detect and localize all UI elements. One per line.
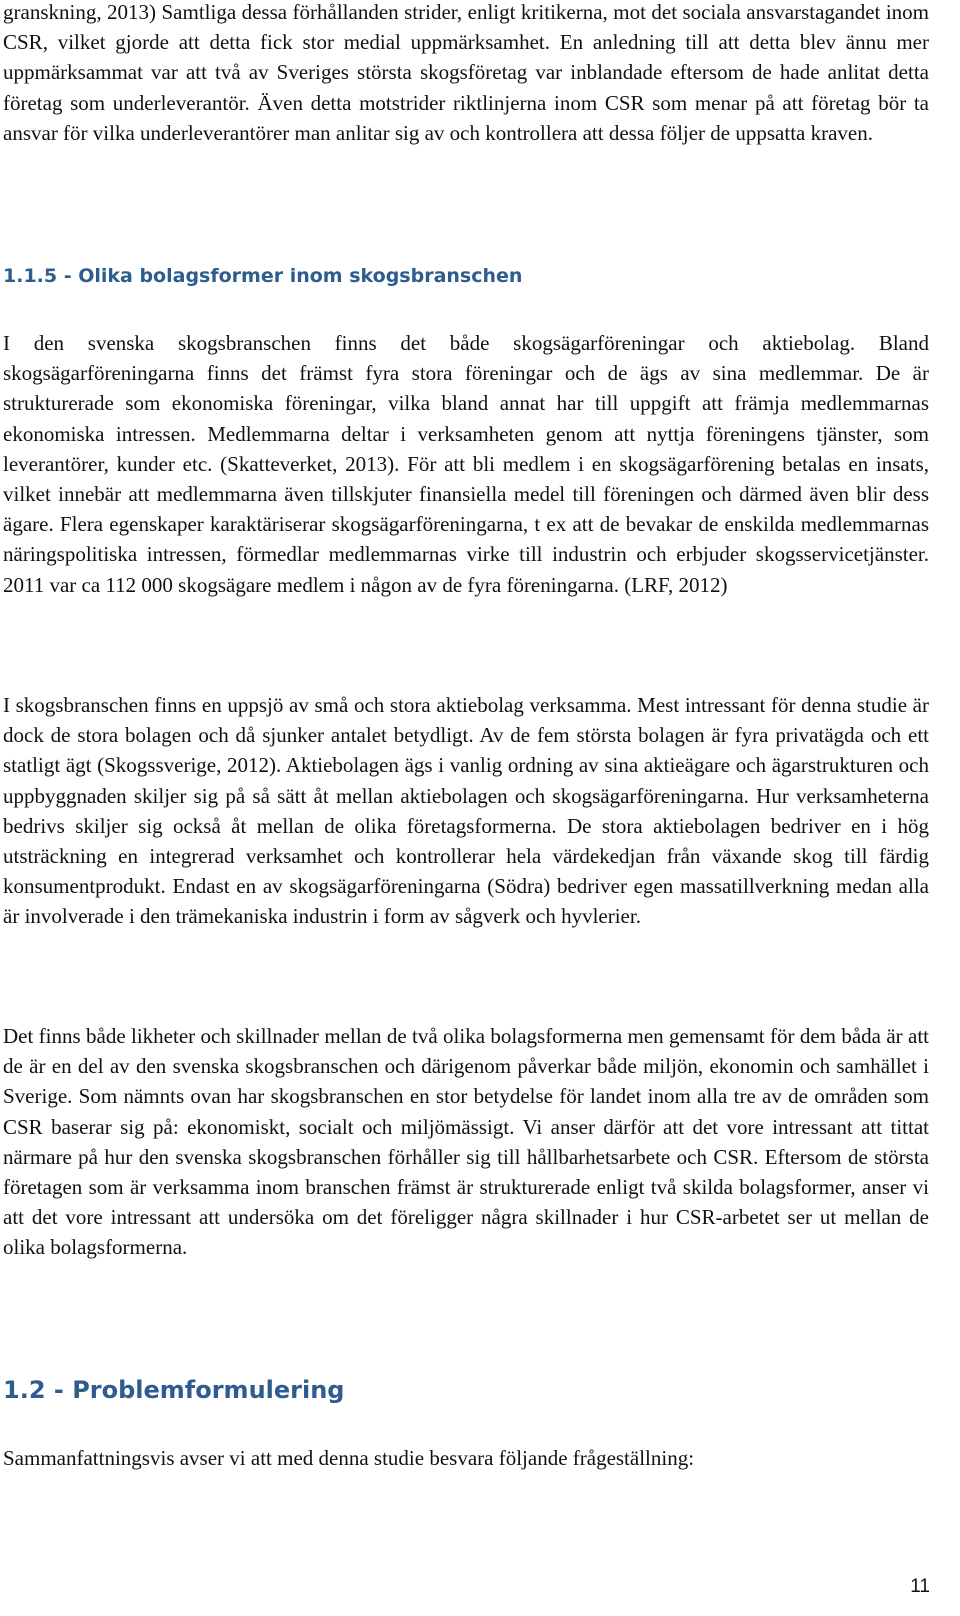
page-number: 11 — [910, 1576, 930, 1597]
paragraph-skogsagarforeningar: I den svenska skogsbranschen finns det både skogsägarföreningar och aktiebolag. Bland skogsägarföreningarna finns det främst fyra stora föreningar och de ägs av sina medlemmar. De är strukturerade som ekonomiska föreningar, vilka bland annat har till uppgift att främja medlemmarnas ekonomiska intressen. Medlemmarna deltar i verksamheten genom att nyttja föreningens tjänster, som leverantörer, kunder etc. (Skatteverket, 2013). För att bli medlem i en skogsägarförening betalas en insats, vilket innebär att medlemmarna även tillskjuter finansiella medel till föreningen och därmed även blir dess ägare. Flera egenskaper karaktäriserar skogsägarföreningarna, t ex att de bevakar de enskilda medlemmarnas näringspolitiska intressen, förmedlar medlemmarnas virke till industrin och erbjuder skogsservicetjänster. 2011 var ca 112 000 skogsägare medlem i någon av de fyra föreningarna. (LRF, 2012) — [3, 331, 929, 597]
paragraph-aktiebolag: I skogsbranschen finns en uppsjö av små och stora aktiebolag verksamma. Mest intressant för denna studie är dock de stora bolagen och då sjunker antalet betydligt. Av de fem största bolagen är fyra privatägda och ett statligt ägt (Skogssverige, 2012). Aktiebolagen ägs i vanlig ordning av sina aktieägare och ägarstrukturen och uppbyggnaden skiljer sig på så sätt åt mellan aktiebolagen och skogsägarföreningarna. Hur verksamheterna bedrivs skiljer sig också åt mellan de olika företagsformerna. De stora aktiebolagen bedriver en i hög utsträckning en integrerad verksamhet och kontrollerar hela värdekedjan från växande skog till färdig konsumentprodukt. Endast en av skogsägarföreningarna (Södra) bedriver egen massatillverkning medan alla är involverade i den trämekaniska industrin i form av sågverk och hyvlerier. — [3, 693, 929, 929]
paragraph-sammanfattning: Sammanfattningsvis avser vi att med denna studie besvara följande frågeställning: — [3, 1446, 695, 1470]
paragraph-intro: granskning, 2013) Samtliga dessa förhållanden strider, enligt kritikerna, mot det sociala ansvarstagandet inom CSR, vilket gjorde att detta fick stor medial uppmärksamhet. En anledning till att detta blev ännu mer uppmärksammat var att två av Sveriges största skogsföretag var inblandade eftersom de hade anlitat detta företag som underleverantör. Även detta motstrider riktlinjerna inom CSR som menar på att företag bör ta ansvar för vilka underleverantörer man anlitar sig av och kontrollera att dessa följer de uppsatta kraven. — [3, 0, 929, 145]
section-heading-1-2: 1.2 - Problemformulering — [3, 1376, 345, 1404]
paragraph-likheter-skillnader: Det finns både likheter och skillnader mellan de två olika bolagsformerna men gemensamt för dem båda är att de är en del av den svenska skogsbranschen och därigenom påverkar både miljön, ekonomin och samhället i Sverige. Som nämnts ovan har skogsbranschen en stor betydelse för landet inom alla tre av de områden som CSR baserar sig på: ekonomiskt, socialt och miljömässigt. Vi anser därför att det vore intressant att tittat närmare på hur den svenska skogsbranschen förhåller sig till hållbarhetsarbete och CSR. Eftersom de största företagen som är verksamma inom branschen främst är strukturerade enligt två skilda bolagsformer, anser vi att det vore intressant att undersöka om det föreligger några skillnader i hur CSR-arbetet ser ut mellan de olika bolagsformerna. — [3, 1024, 929, 1260]
section-heading-1-1-5: 1.1.5 - Olika bolagsformer inom skogsbranschen — [3, 265, 523, 287]
